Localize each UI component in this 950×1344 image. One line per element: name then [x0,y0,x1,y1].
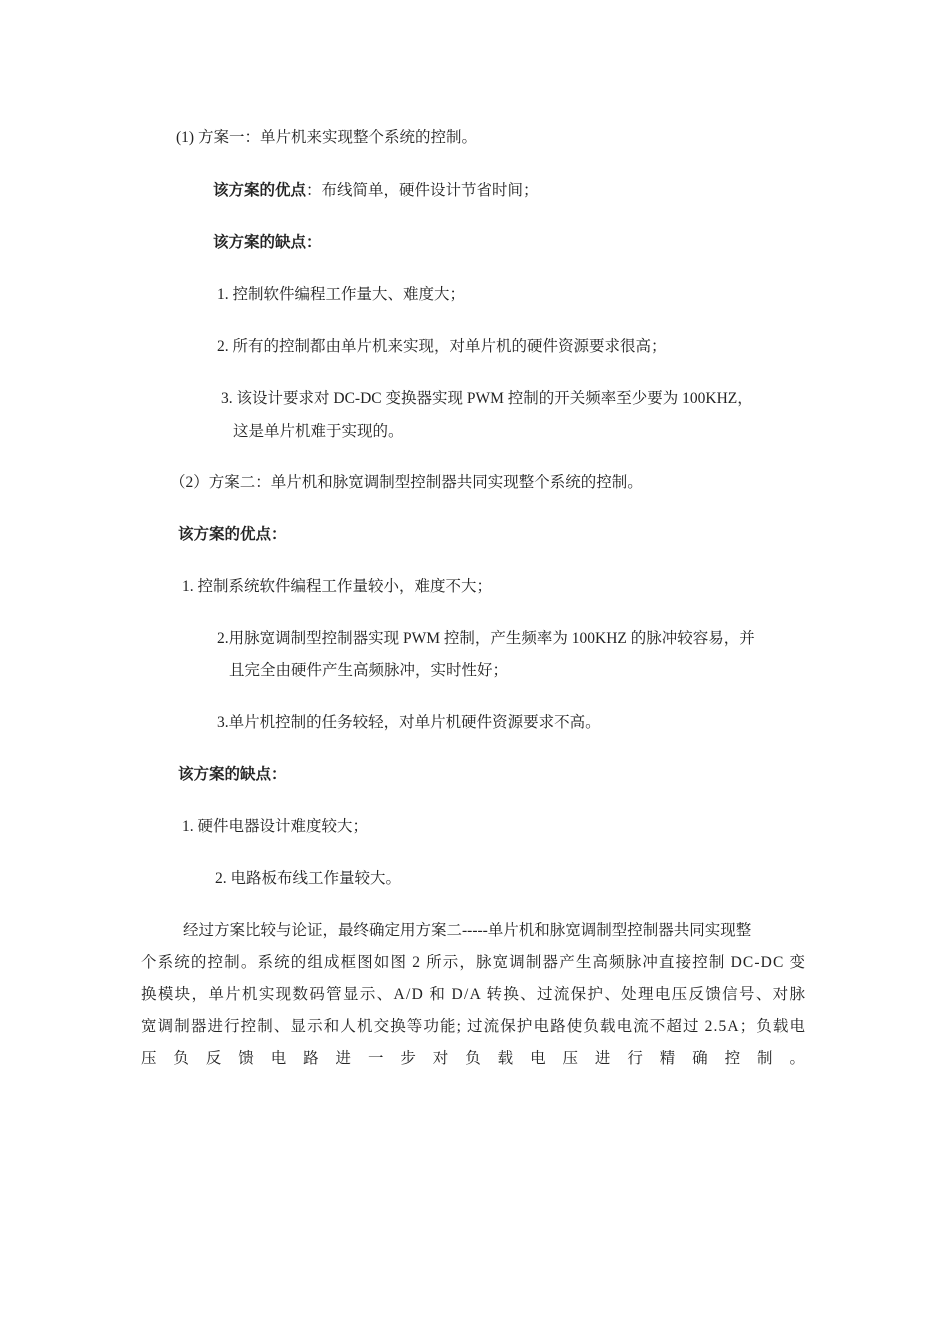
scheme1-pros-label: 该方案的优点 [213,182,307,199]
scheme1-cons-item-3-cont: 这是单片机难于实现的。 [233,423,404,440]
conclusion-char: 确 [692,1050,708,1067]
scheme2-pros-label: 该方案的优点： [178,526,287,543]
scheme2-pros-item-2-cont: 且完全由硬件产生高频脉冲，实时性好； [229,662,509,679]
conclusion-char: 步 [400,1050,416,1067]
scheme1-cons-item-3: 3. 该设计要求对 DC-DC 变换器实现 PWM 控制的开关频率至少要为 100KHZ， [221,390,753,407]
conclusion-char: 控 [724,1050,741,1067]
conclusion-line-1: 经过方案比较与论证，最终确定用方案二-----单片机和脉宽调制型控制器共同实现整 [183,922,752,939]
conclusion-char: 电 [530,1050,546,1067]
scheme1-cons-item-1: 1. 控制软件编程工作量大、难度大； [217,286,466,303]
scheme2-title: （2）方案二：单片机和脉宽调制型控制器共同实现整个系统的控制。 [170,474,643,491]
conclusion-char: 精 [659,1050,676,1067]
conclusion-char: 行 [627,1050,643,1067]
scheme2-pros-item-2: 2.用脉宽调制型控制器实现 PWM 控制，产生频率为 100KHZ 的脉冲较容易，并 [217,630,755,647]
conclusion-line-2: 个系统的控制。系统的组成框图如图 2 所示，脉宽调制器产生高频脉冲直接控制 DC-DC 变 [141,954,807,971]
scheme1-title: (1) 方案一：单片机来实现整个系统的控制。 [176,129,477,146]
conclusion-char: 一 [367,1050,384,1067]
conclusion-char: 载 [497,1050,514,1067]
scheme1-cons-label: 该方案的缺点： [213,234,322,251]
conclusion-char: 负 [173,1050,189,1067]
scheme1-cons-item-2: 2. 所有的控制都由单片机来实现，对单片机的硬件资源要求很高； [217,338,667,355]
conclusion-char: 进 [594,1050,611,1067]
scheme2-cons-label: 该方案的缺点： [178,766,287,783]
scheme2-cons-item-2: 2. 电路板布线工作量较大。 [215,870,402,887]
scheme2-pros-item-3: 3.单片机控制的任务较轻，对单片机硬件资源要求不高。 [217,714,601,731]
conclusion-line-3: 换模块，单片机实现数码管显示、A/D 和 D/A 转换、过流保护、处理电压反馈信号、对脉 [141,986,807,1003]
conclusion-line-4: 宽调制器进行控制、显示和人机交换等功能; 过流保护电路使负载电流不超过 2.5A；负载电 [141,1018,807,1035]
conclusion-char: 。 [789,1050,805,1067]
conclusion-char: 压 [141,1050,157,1067]
scheme1-pros-text: ：布线简单，硬件设计节省时间； [306,182,539,199]
conclusion-char: 压 [562,1050,578,1067]
conclusion-char: 负 [465,1050,481,1067]
scheme2-pros-item-1: 1. 控制系统软件编程工作量较小，难度不大； [182,578,493,595]
conclusion-char: 进 [335,1050,352,1067]
conclusion-char: 电 [270,1050,287,1067]
scheme1-pros [213,180,539,202]
conclusion-char: 路 [303,1050,319,1067]
conclusion-char: 反 [205,1050,222,1067]
conclusion-char: 对 [432,1050,449,1067]
conclusion-char: 制 [757,1050,773,1067]
scheme2-cons-item-1: 1. 硬件电器设计难度较大； [182,818,369,835]
conclusion-char: 馈 [238,1050,254,1067]
conclusion-line-5 [141,1048,805,1070]
